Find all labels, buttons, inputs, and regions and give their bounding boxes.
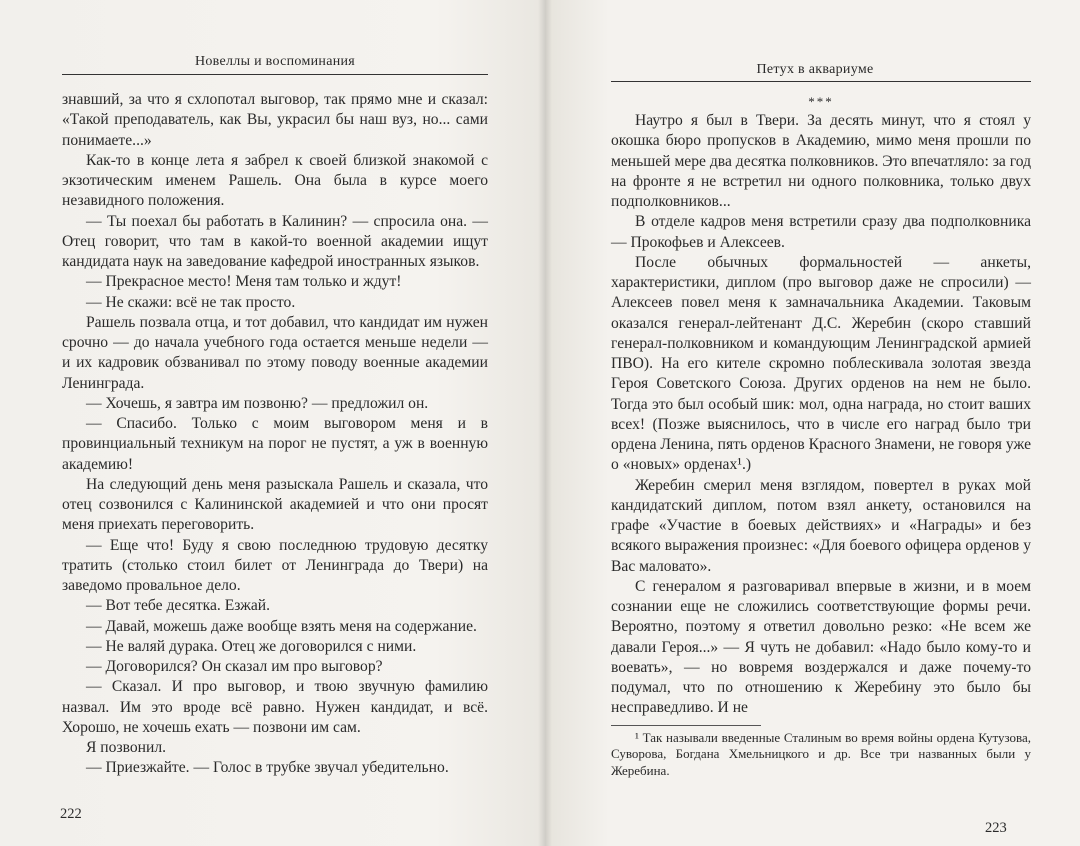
- paragraph: С генералом я разговаривал впервые в жизни, и в моем сознании еще не сложились соответствующие формы речи. Вероятно, поэтому я ответил довольно резко: «Не всем же давали Героя...» — Я чуть не добавил: «Надо было кому-то и воевать», — но вовремя воздержался и даже почему-то подумал, что по отношению к Жеребину это было бы несправедливо. И не: [611, 577, 1031, 717]
- running-head-right: Петух в аквариуме: [756, 62, 874, 77]
- paragraph: Наутро я был в Твери. За десять минут, что я стоял у окошка бюро пропусков в Академию, мимо меня прошли по меньшей мере два десятка полковников. Это впечатляло: за год на фронте я не встретил ни одного полковника, только двух подполковников...: [611, 112, 1031, 210]
- paragraph: — Договорился? Он сказал им про выговор?: [86, 658, 383, 675]
- paragraph: Как-то в конце лета я забрел к своей близкой знакомой с экзотическим именем Рашель. Она была в курсе моего незавидного положения.: [62, 151, 488, 210]
- header-rule-right: [611, 81, 1031, 82]
- paragraph: — Сказал. И про выговор, и твою звучную фамилию назвал. Им это вроде всё равно. Нужен кандидат, и всё. Хорошо, не хочешь ехать — позвони им сам.: [62, 678, 488, 736]
- paragraph: — Не валяй дурака. Отец же договорился с ними.: [86, 637, 417, 655]
- paragraph: Жеребин смерил меня взглядом, повертел в руках мой кандидатский диплом, потом взял анкету, остановился на графе «Участие в боевых действиях» и «Награды» и без всякого выражения произнес: «Для боевого офицера орденов у Вас маловато».: [611, 476, 1031, 575]
- paragraph: — Прекрасное место! Меня там только и ждут!: [86, 273, 402, 291]
- right-page-body: [611, 95, 1031, 779]
- right-page: [545, 0, 1080, 846]
- paragraph: — Еще что! Буду я свою последнюю трудовую десятку тратить (столько стоил билет от Ленинграда до Твери) на заведомо провальное дело.: [62, 536, 488, 594]
- paragraph: После обычных формальностей — анкеты, характеристики, диплом (про выговор даже не спросили) — Алексеев повел меня к замначальника Академии. Таковым оказался генерал-лейтенант Д.С. Жеребин (скоро ставший генерал-полковником и командующим Ленинградской армией ПВО). На его кителе скромно поблескивала золотая звезда Героя Советского Союза. Других орденов на нем не было. Тогда это был особый шик: мол, одна награда, но стоит ваших всех! (Позже выяснилось, что в числе его наград было три ордена Ленина, пять орденов Красного Знамени, не говоря уже о «новых» орденах¹.): [611, 253, 1031, 474]
- paragraph: — Давай, можешь даже вообще взять меня на содержание.: [86, 617, 477, 635]
- paragraph: Я позвонил.: [86, 739, 167, 756]
- page-number-left: 222: [60, 806, 82, 822]
- paragraph: Рашель позвала отца, и тот добавил, что кандидат им нужен срочно — до начала учебного года остается меньше недели — и их кадровик обзванивал по этому поводу военные академии Ленинграда.: [62, 313, 488, 392]
- paragraph: — Приезжайте. — Голос в трубке звучал убедительно.: [86, 759, 449, 777]
- section-break-mark: ***: [808, 94, 834, 109]
- paragraph: На следующий день меня разыскала Рашель и сказала, что отец созвонился с Калининской академией и что они просят меня приехать переговорить.: [62, 475, 488, 534]
- footnote: ¹ Так называли введенные Сталиным во время войны ордена Кутузова, Суворова, Богдана Хмельницкого и др. Все три названных были у Жеребина.: [611, 729, 1031, 778]
- right-paragraphs: [611, 111, 1031, 719]
- paragraph: знавший, за что я схлопотал выговор, так прямо мне и сказал: «Такой преподаватель, как Вы, украсил бы наш вуз, но... сами понимаете...»: [62, 91, 488, 149]
- header-rule-left: [62, 74, 488, 75]
- paragraph: — Не скажи: всё не так просто.: [86, 293, 296, 311]
- paragraph: — Спасибо. Только с моим выговором меня и в провинциальный техникум на порог не пустят, а уж в военную академию!: [62, 415, 488, 473]
- page-number-right: 223: [985, 820, 1007, 836]
- footnote-rule: [611, 725, 761, 726]
- running-head-left: Новеллы и воспоминания: [194, 54, 356, 69]
- paragraph: — Ты поехал бы работать в Калинин? — спросила она. — Отец говорит, что там в какой-то военной академии ищут кандидата наук на заведование кафедрой иностранных языков.: [62, 212, 488, 270]
- paragraph: — Вот тебе десятка. Езжай.: [86, 597, 271, 615]
- book-gutter: [538, 0, 552, 846]
- left-page-body: [62, 90, 488, 779]
- paragraph: В отделе кадров меня встретили сразу два подполковника — Прокофьев и Алексеев.: [611, 213, 1031, 251]
- paragraph: — Хочешь, я завтра им позвоню? — предложил он.: [86, 394, 429, 412]
